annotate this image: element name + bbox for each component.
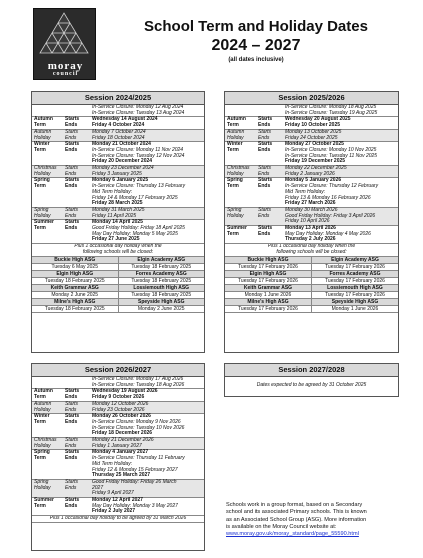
- starts-ends-label: Ends: [65, 146, 78, 153]
- starts-ends-label: Starts: [258, 128, 272, 135]
- calendar-row: [32, 498, 204, 516]
- period-label: Term: [227, 183, 239, 190]
- calendar-row: [32, 117, 204, 129]
- date-line: Good Friday Holiday: Friday 3 April 2026: [285, 212, 376, 219]
- date-line: Friday 11 April 2025: [92, 212, 137, 219]
- period-label: Autumn: [227, 128, 245, 135]
- asg-row: [32, 292, 204, 299]
- info-line: as an Associated School Group (ASG). More information: [226, 516, 367, 523]
- starts-ends-label: Ends: [258, 183, 271, 190]
- asg-cell: Tuesday 17 February 2026: [312, 292, 398, 299]
- date-line: Friday 14 & Monday 17 February 2025: [92, 194, 178, 201]
- date-line: In-Service Closure: Tuesday 11 Nov 2025: [285, 152, 378, 159]
- asg-cell: Milne's High ASG: [32, 299, 119, 306]
- asg-row: [225, 306, 398, 313]
- date-line: Mid Term Holiday:: [92, 460, 133, 467]
- page-title-years: 2024 – 2027: [211, 37, 301, 54]
- starts-ends-label: Ends: [65, 484, 77, 491]
- asg-cell: Tuesday 17 February 2026: [225, 264, 312, 271]
- starts-ends-label: Ends: [258, 170, 270, 177]
- asg-cell: Tuesday 6 May 2025: [32, 264, 119, 271]
- date-line: Friday 2 January 2026: [285, 170, 335, 177]
- calendar-row: [225, 178, 398, 208]
- date-line: Friday 3 January 2025: [92, 170, 142, 177]
- asg-row: [225, 257, 398, 264]
- date-line: Monday 12 October 2026: [92, 400, 149, 407]
- starts-ends-label: Starts: [65, 449, 80, 456]
- starts-ends-label: Starts: [258, 225, 273, 232]
- page-title: School Term and Holiday Dates: [144, 18, 368, 35]
- date-line: In-Service Closure: Tuesday 13 Aug 2024: [92, 109, 185, 116]
- note-line: following schools will be closed:: [82, 248, 154, 255]
- starts-ends-label: Ends: [65, 502, 78, 509]
- calendar-row: [32, 220, 204, 244]
- date-line: In-Service Closure: Monday 18 Aug 2025: [285, 104, 377, 110]
- date-line: Friday 13 & Monday 16 February 2026: [285, 194, 371, 201]
- calendar-row: [225, 226, 398, 244]
- starts-ends-label: Starts: [258, 206, 272, 213]
- date-line: In-Service Closure: Monday 10 Nov 2025: [285, 146, 377, 153]
- period-label: Winter: [227, 141, 243, 148]
- date-line: Good Friday Holiday: Friday 18 April 2025: [92, 225, 185, 232]
- date-line: Friday 4 October 2024: [92, 122, 145, 129]
- period-label: Holiday: [34, 170, 51, 177]
- period-label: Spring: [227, 206, 242, 213]
- period-label: Term: [34, 225, 46, 232]
- date-line: May Day Holiday: Monday 3 May 2027: [92, 502, 178, 509]
- asg-cell: Elgin High ASG: [225, 271, 312, 278]
- date-line: In-Service Closure: Thursday 12 February: [285, 183, 379, 190]
- period-label: Term: [34, 455, 46, 462]
- asg-row: [225, 264, 398, 271]
- period-label: Term: [34, 122, 46, 129]
- date-line: Thursday 25 March 2027: [92, 472, 151, 479]
- starts-ends-label: Starts: [65, 437, 79, 444]
- period-label: Autumn: [34, 128, 52, 135]
- period-label: Summer: [34, 219, 55, 226]
- date-line: Monday 21 December 2026: [92, 437, 154, 444]
- date-line: In-Service Closure: Tuesday 18 Aug 2026: [92, 381, 185, 388]
- starts-ends-label: Starts: [65, 128, 79, 135]
- date-line: Monday 13 October 2025: [285, 128, 342, 135]
- asg-row: [225, 292, 398, 299]
- asg-row: [32, 264, 204, 271]
- occasional-day-note: [32, 516, 204, 523]
- calendar-row: [32, 178, 204, 208]
- session-title: Session 2026/2027: [32, 364, 204, 377]
- calendar-row: [32, 414, 204, 438]
- calendar-row: [225, 117, 398, 129]
- session-2026-2027-panel: [31, 363, 205, 551]
- period-label: Spring: [34, 449, 50, 456]
- asg-cell: Tuesday 18 February 2025: [119, 292, 205, 299]
- period-label: Holiday: [34, 442, 51, 449]
- period-label: Holiday: [34, 212, 51, 219]
- occasional-day-note: [32, 244, 204, 256]
- date-line: Monday 30 March 2026: [285, 206, 338, 213]
- date-line: Mid Term Holiday:: [92, 188, 133, 195]
- starts-ends-label: Starts: [65, 116, 80, 123]
- starts-ends-label: Ends: [65, 134, 77, 141]
- asg-row: [32, 299, 204, 306]
- calendar-row: [32, 142, 204, 166]
- date-line: Monday 26 October 2026: [92, 413, 151, 420]
- asg-row: [225, 278, 398, 285]
- period-label: Holiday: [227, 170, 244, 177]
- date-line: Wednesday 14 August 2024: [92, 116, 158, 123]
- date-line: Friday 24 October 2025: [285, 134, 338, 141]
- asg-cell: Tuesday 18 February 2025: [119, 278, 205, 285]
- moray-council-logo: [33, 8, 96, 80]
- period-label: Winter: [34, 413, 50, 420]
- calendar-row: [32, 480, 204, 498]
- date-line: Monday 22 December 2025: [285, 165, 347, 172]
- starts-ends-label: Ends: [65, 225, 78, 232]
- date-line: Friday 10 October 2025: [285, 122, 341, 129]
- period-label: Holiday: [34, 406, 51, 413]
- period-label: Term: [34, 183, 46, 190]
- asg-cell: Tuesday 17 February 2026: [312, 264, 398, 271]
- period-label: Christmas: [34, 165, 57, 172]
- logo-triangle-mark: [34, 9, 95, 57]
- asg-cell: Buckie High ASG: [225, 257, 312, 264]
- asg-row: [225, 285, 398, 292]
- asg-cell: Elgin High ASG: [32, 271, 119, 278]
- date-line: Mid Term Holiday:: [285, 188, 326, 195]
- date-line: Friday 18 October 2024: [92, 134, 145, 141]
- asg-row: [225, 299, 398, 306]
- starts-ends-label: Ends: [65, 442, 77, 449]
- info-line: school and its associated Primary schools. This is known: [226, 509, 367, 516]
- starts-ends-label: Starts: [65, 141, 80, 148]
- starts-ends-label: Starts: [65, 413, 80, 420]
- date-line: May Day Holiday: Monday 4 May 2026: [285, 230, 371, 237]
- period-label: Christmas: [34, 437, 57, 444]
- starts-ends-label: Starts: [258, 177, 273, 184]
- date-line: Monday 12 April 2027: [92, 497, 143, 504]
- starts-ends-label: Starts: [65, 165, 79, 172]
- asg-cell: Tuesday 18 February 2025: [119, 264, 205, 271]
- asg-cell: Keith Grammar ASG: [225, 285, 312, 292]
- date-line: In-Service Closure: Tuesday 19 Aug 2025: [285, 109, 378, 116]
- asg-cell: Monday 2 June 2025: [32, 292, 119, 299]
- calendar-row: [225, 142, 398, 166]
- asg-cell: Milne's High ASG: [225, 299, 312, 306]
- starts-ends-label: Ends: [65, 183, 78, 190]
- date-line: In-Service Closure: Thursday 11 February: [92, 455, 185, 462]
- starts-ends-label: Starts: [65, 478, 79, 485]
- date-line: Friday 9 October 2026: [92, 394, 145, 401]
- asg-cell: Lossiemouth High ASG: [119, 285, 205, 292]
- date-line: Monday 13 April 2026: [285, 225, 336, 232]
- date-line: Friday 2 July 2027: [92, 508, 136, 515]
- asg-cell: Monday 1 June 2026: [312, 306, 398, 313]
- period-label: Term: [34, 502, 46, 509]
- asg-cell: Monday 2 June 2025: [119, 306, 205, 313]
- calendar-row: [32, 389, 204, 401]
- period-label: Christmas: [227, 165, 250, 172]
- date-line: Friday 27 June 2025: [92, 236, 140, 243]
- date-line: Wednesday 19 August 2026: [92, 388, 158, 395]
- starts-ends-label: Ends: [258, 146, 271, 153]
- date-line: Friday 10 April 2026: [285, 218, 330, 225]
- date-line: Friday 9 April 2027: [92, 490, 134, 497]
- starts-ends-label: Starts: [258, 141, 273, 148]
- session-2025-2026-panel: [224, 91, 399, 353]
- date-line: Monday 6 January 2025: [92, 177, 149, 184]
- page-subtitle: (all dates inclusive): [228, 57, 284, 63]
- asg-row: [225, 271, 398, 278]
- period-label: Term: [34, 418, 46, 425]
- period-label: Spring: [34, 177, 50, 184]
- date-line: Monday 31 March 2025: [92, 206, 145, 213]
- asg-cell: Monday 1 June 2026: [225, 292, 312, 299]
- date-line: Friday 28 March 2025: [92, 200, 143, 207]
- date-line: In-Service Closure: Tuesday 10 Nov 2026: [92, 424, 185, 431]
- period-label: Spring: [227, 177, 243, 184]
- asg-cell: Forres Academy ASG: [119, 271, 205, 278]
- note-line: Plus 1 occasional day holiday when the: [74, 243, 162, 250]
- date-line: Friday 20 December 2024: [92, 158, 153, 165]
- starts-ends-label: Starts: [65, 497, 80, 504]
- asg-cell: Tuesday 18 February 2025: [32, 278, 119, 285]
- asg-cell: Buckie High ASG: [32, 257, 119, 264]
- starts-ends-label: Ends: [258, 122, 271, 129]
- period-label: Autumn: [227, 116, 246, 123]
- logo-wordmark: moray: [47, 60, 84, 72]
- asg-cell: Elgin Academy ASG: [119, 257, 205, 264]
- date-line: In-Service Closure: Thursday 13 February: [92, 183, 186, 190]
- asg-row: [32, 278, 204, 285]
- starts-ends-label: Ends: [65, 122, 78, 129]
- asg-cell: Lossiemouth High ASG: [312, 285, 398, 292]
- info-line: Schools work in a group format, based on a Secondary: [226, 502, 363, 508]
- period-label: Holiday: [227, 212, 244, 219]
- asg-row: [32, 285, 204, 292]
- asg-row: [32, 271, 204, 278]
- asg-cell: Forres Academy ASG: [312, 271, 398, 278]
- note-line: following schools will be closed:: [276, 248, 347, 255]
- period-label: Term: [227, 230, 239, 237]
- date-line: In-Service Closure: Monday 9 Nov 2026: [92, 418, 181, 425]
- asg-cell: Elgin Academy ASG: [312, 257, 398, 264]
- session-2027-2028-panel: [224, 363, 399, 397]
- date-line: Good Friday Holiday: Friday 26 March: [92, 478, 177, 485]
- date-line: May Day Holiday: Monday 5 May 2025: [92, 230, 178, 237]
- date-line: In-Service Closure: Monday 11 Nov 2024: [92, 146, 184, 153]
- starts-ends-label: Starts: [258, 116, 273, 123]
- date-line: Monday 23 December 2024: [92, 165, 154, 172]
- starts-ends-label: Ends: [258, 230, 271, 237]
- period-label: Holiday: [34, 134, 51, 141]
- info-line: is available on the Moray Council website at:: [226, 523, 337, 530]
- asg-cell: Tuesday 17 February 2026: [225, 306, 312, 313]
- asg-information: [226, 502, 416, 538]
- starts-ends-label: Ends: [65, 406, 77, 413]
- date-line: Monday 27 October 2025: [285, 141, 344, 148]
- date-line: Friday 27 March 2026: [285, 200, 336, 207]
- session-title: Session 2027/2028: [225, 364, 398, 377]
- period-label: Summer: [34, 497, 55, 504]
- date-line: Friday 12 & Monday 15 February 2027: [92, 466, 178, 473]
- starts-ends-label: Ends: [258, 134, 270, 141]
- note-line: Plus 1 occasional day holiday to be agreed by 31 March 2026: [49, 515, 187, 522]
- starts-ends-label: Starts: [65, 388, 80, 395]
- date-line: Friday 18 December 2026: [92, 430, 153, 437]
- period-label: Autumn: [34, 388, 53, 395]
- starts-ends-label: Ends: [65, 170, 77, 177]
- starts-ends-label: Starts: [65, 177, 80, 184]
- period-label: Term: [227, 122, 239, 129]
- calendar-row: [225, 208, 398, 226]
- period-label: Spring: [34, 478, 49, 485]
- asg-cell: Keith Grammar ASG: [32, 285, 119, 292]
- period-label: Winter: [34, 141, 50, 148]
- period-label: Holiday: [34, 484, 51, 491]
- period-label: Autumn: [34, 400, 52, 407]
- session-title: Session 2024/2025: [32, 92, 204, 105]
- starts-ends-label: Ends: [65, 418, 78, 425]
- date-line: In-Service Closure: Monday 12 Aug 2024: [92, 104, 184, 110]
- period-label: Term: [34, 146, 46, 153]
- date-line: Monday 5 January 2026: [285, 177, 342, 184]
- date-line: Monday 14 April 2025: [92, 219, 143, 226]
- asg-cell: Speyside High ASG: [312, 299, 398, 306]
- starts-ends-label: Starts: [258, 165, 272, 172]
- date-line: 2027: [92, 484, 104, 491]
- date-line: Friday 23 October 2026: [92, 406, 145, 413]
- asg-row: [32, 306, 204, 313]
- date-line: In-Service Closure: Monday 17 Aug 2026: [92, 376, 184, 382]
- date-line: Friday 1 January 2027: [92, 442, 142, 449]
- starts-ends-label: Ends: [258, 212, 270, 219]
- note-line: Plus 1 occasional day holiday when the: [267, 243, 356, 250]
- asg-row: [32, 257, 204, 264]
- asg-cell: Speyside High ASG: [119, 299, 205, 306]
- period-label: Autumn: [34, 116, 53, 123]
- calendar-row: [32, 450, 204, 480]
- period-label: Term: [227, 146, 239, 153]
- date-line: Wednesday 20 August 2025: [285, 116, 351, 123]
- date-line: Monday 21 October 2024: [92, 141, 151, 148]
- starts-ends-label: Ends: [65, 394, 78, 401]
- period-label: Summer: [227, 225, 248, 232]
- asg-cell: Tuesday 17 February 2026: [225, 278, 312, 285]
- starts-ends-label: Starts: [65, 206, 79, 213]
- logo-subtext: council: [52, 71, 79, 77]
- moray-website-link[interactable]: www.moray.gov.uk/moray_standard/page_55590.html: [226, 531, 359, 538]
- starts-ends-label: Starts: [65, 219, 80, 226]
- date-line: Monday 7 October 2024: [92, 128, 146, 135]
- starts-ends-label: Starts: [65, 400, 79, 407]
- date-line: Monday 4 January 2027: [92, 449, 149, 456]
- starts-ends-label: Ends: [65, 212, 77, 219]
- session-title: Session 2025/2026: [225, 92, 398, 105]
- date-line: Thursday 2 July 2026: [285, 236, 336, 243]
- date-line: In-Service Closure: Tuesday 12 Nov 2024: [92, 152, 185, 159]
- asg-cell: Tuesday 18 February 2025: [32, 306, 119, 313]
- period-label: Term: [34, 394, 46, 401]
- starts-ends-label: Ends: [65, 455, 78, 462]
- period-label: Spring: [34, 206, 49, 213]
- date-line: Friday 19 December 2025: [285, 158, 346, 165]
- session-2024-2025-panel: [31, 91, 205, 353]
- occasional-day-note: [225, 244, 398, 256]
- period-label: Holiday: [227, 134, 244, 141]
- asg-cell: Tuesday 17 February 2026: [312, 278, 398, 285]
- session-note: Dates expected to be agreed by 31 October 2025: [256, 382, 367, 388]
